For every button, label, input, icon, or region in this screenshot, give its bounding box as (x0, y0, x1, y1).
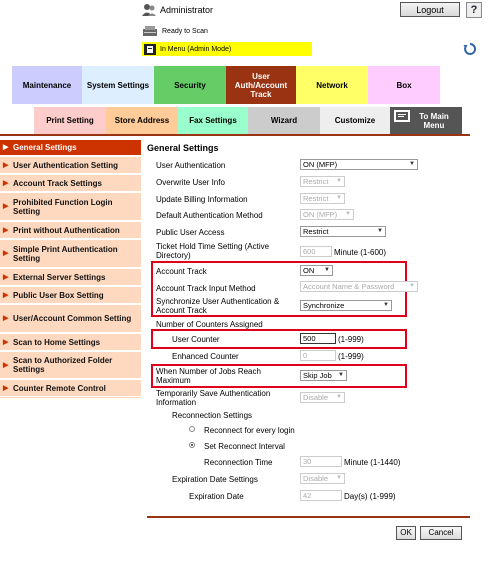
public-user-label: Public User Access (156, 228, 225, 237)
sync-label: Synchronize User Authentication & Account Track (156, 297, 280, 315)
select-value: ON (MFP) (303, 210, 338, 219)
select-value: ON (303, 266, 315, 275)
nav-user-authentication-setting[interactable] (0, 157, 141, 174)
arrow-icon: ▶ (3, 250, 9, 257)
nav-label: General Settings (13, 143, 77, 152)
select-value: Disable (303, 474, 329, 483)
chevron-down-icon: ▼ (377, 228, 383, 234)
user-counter-input[interactable]: 500 (300, 333, 336, 344)
default-auth-label: Default Authentication Method (156, 211, 263, 220)
page-title: General Settings (147, 143, 219, 153)
update-billing-select[interactable] (300, 193, 345, 204)
ticket-hold-input[interactable]: 600 (300, 246, 332, 257)
reconnect-label: Reconnection Settings (172, 411, 253, 420)
public-user-select[interactable] (300, 226, 386, 237)
reconnect-every-label: Reconnect for every login (204, 426, 295, 435)
account-track-label: Account Track (156, 267, 207, 276)
user-counter-unit: (1-999) (338, 335, 364, 344)
refresh-icon[interactable] (463, 42, 477, 56)
logout-button[interactable]: Logout (400, 2, 460, 17)
nav-prohibited-function-login[interactable] (0, 193, 141, 221)
reconnect-time-unit: Minute (1-1440) (344, 458, 401, 467)
expiration-date-unit: Day(s) (1-999) (344, 492, 396, 501)
nav-bottom (0, 397, 141, 398)
arrow-icon: ▶ (3, 384, 9, 392)
chevron-down-icon: ▼ (336, 195, 342, 201)
expiration-date-label: Expiration Date (189, 492, 244, 501)
chevron-down-icon: ▼ (324, 267, 330, 273)
nav-label: Scan to Authorized Folder Settings (13, 356, 113, 374)
nav-label: User Authentication Setting (13, 160, 119, 170)
nav-public-user-box-setting[interactable] (0, 287, 141, 304)
arrow-icon: ▶ (3, 291, 9, 299)
enhanced-counter-label: Enhanced Counter (172, 352, 239, 361)
nav-general-settings[interactable] (0, 140, 141, 156)
nav-label: Print without Authentication (13, 225, 120, 235)
chevron-down-icon: ▼ (336, 394, 342, 400)
nav-label: Counter Remote Control (13, 383, 106, 393)
tab-network[interactable]: Network (296, 66, 368, 104)
nav-external-server-settings[interactable] (0, 269, 141, 286)
enhanced-counter-input[interactable]: 0 (300, 350, 336, 361)
arrow-icon: ▶ (3, 226, 9, 234)
reconnect-every-radio[interactable] (189, 426, 195, 432)
tab-system-settings[interactable]: System Settings (82, 66, 154, 104)
tab-store-address[interactable]: Store Address (106, 107, 178, 134)
arrow-icon: ▶ (3, 179, 9, 187)
user-auth-select[interactable] (300, 159, 418, 170)
nav-scan-to-authorized-folder[interactable] (0, 352, 141, 379)
max-jobs-label: When Number of Jobs Reach Maximum (156, 367, 261, 385)
user-name: Administrator (160, 4, 214, 15)
nav-user-account-common[interactable] (0, 305, 141, 333)
temp-save-label: Temporarily Save Authentication Information (156, 389, 271, 407)
nav-label: Prohibited Function Login Setting (13, 197, 113, 216)
status-text: Ready to Scan (162, 28, 208, 35)
select-value: Skip Job (303, 371, 332, 380)
tab-security[interactable]: Security (154, 66, 226, 104)
account-input-select[interactable] (300, 281, 418, 292)
reconnect-time-input[interactable]: 30 (300, 456, 342, 467)
user-icon (142, 3, 156, 16)
arrow-icon: ▶ (3, 203, 9, 210)
nav-counter-remote-control[interactable] (0, 380, 141, 397)
mode-text: In Menu (Admin Mode) (160, 45, 232, 53)
expiration-date-input[interactable]: 42 (300, 490, 342, 501)
form-divider (147, 516, 470, 518)
user-auth-label: User Authentication (156, 161, 226, 170)
nav-scan-to-home[interactable] (0, 334, 141, 351)
nav-label: Scan to Home Settings (13, 337, 101, 347)
sync-select[interactable] (300, 300, 392, 311)
nav-label: Public User Box Setting (13, 290, 104, 300)
select-value: ON (MFP) (303, 160, 338, 169)
ticket-hold-label: Ticket Hold Time Setting (Active Directory) (156, 242, 270, 260)
select-value: Restrict (303, 227, 329, 236)
arrow-icon: ▶ (3, 273, 9, 281)
arrow-icon: ▶ (3, 361, 9, 369)
tab-customize[interactable]: Customize (320, 107, 390, 134)
tab-print-setting[interactable]: Print Setting (34, 107, 106, 134)
default-auth-select[interactable] (300, 209, 354, 220)
enhanced-counter-unit: (1-999) (338, 352, 364, 361)
tab-to-main-menu[interactable] (390, 107, 462, 134)
nav-simple-print-authentication[interactable] (0, 240, 141, 268)
mode-bar (142, 42, 312, 56)
reconnect-interval-label: Set Reconnect Interval (204, 442, 285, 451)
nav-label: Simple Print Authentication Setting (13, 244, 118, 263)
select-value: Account Name & Password (303, 282, 395, 291)
chevron-down-icon: ▼ (336, 178, 342, 184)
tab-fax-settings[interactable]: Fax Settings (178, 107, 248, 134)
chevron-down-icon: ▼ (345, 211, 351, 217)
nav-account-track-settings[interactable] (0, 175, 141, 192)
chevron-down-icon: ▼ (409, 161, 415, 167)
overwrite-label: Overwrite User Info (156, 178, 225, 187)
tab-user-auth-account-track[interactable]: User Auth/Account Track (226, 66, 296, 104)
reconnect-time-label: Reconnection Time (204, 458, 273, 467)
chevron-down-icon: ▼ (383, 302, 389, 308)
ticket-hold-unit: Minute (1-600) (334, 248, 387, 257)
account-input-label: Account Track Input Method (156, 284, 256, 293)
select-value: Restrict (303, 177, 329, 186)
select-value: Synchronize (303, 301, 345, 310)
max-jobs-select[interactable] (300, 370, 347, 381)
temp-save-select[interactable] (300, 392, 345, 403)
counters-label: Number of Counters Assigned (156, 320, 263, 329)
nav-label: External Server Settings (13, 272, 106, 282)
admin-mode-icon (144, 44, 156, 55)
tab-divider (0, 134, 470, 136)
user-indicator (142, 3, 213, 16)
cancel-button[interactable]: Cancel (420, 526, 462, 540)
status-row (142, 26, 208, 37)
main-menu-icon (394, 110, 410, 122)
arrow-icon: ▶ (3, 161, 9, 169)
tab-box[interactable]: Box (368, 66, 440, 104)
chevron-down-icon: ▼ (336, 475, 342, 481)
chevron-down-icon: ▼ (409, 283, 415, 289)
tab-to-main-menu-label: To Main Menu (419, 111, 449, 130)
nav-label: Account Track Settings (13, 178, 102, 188)
tab-wizard[interactable]: Wizard (248, 107, 320, 134)
update-billing-label: Update Billing Information (156, 195, 248, 204)
select-value: Restrict (303, 194, 329, 203)
expiration-settings-select[interactable] (300, 473, 345, 484)
help-icon[interactable]: ? (466, 2, 482, 18)
select-value: Disable (303, 393, 329, 402)
nav-print-without-authentication[interactable] (0, 222, 141, 239)
tab-maintenance[interactable]: Maintenance (12, 66, 82, 104)
nav-label: User/Account Common Setting (13, 314, 132, 323)
reconnect-interval-radio[interactable] (189, 442, 195, 448)
chevron-down-icon: ▼ (338, 372, 344, 378)
arrow-icon: ▶ (3, 144, 9, 151)
overwrite-select[interactable] (300, 176, 345, 187)
arrow-icon: ▶ (3, 315, 9, 322)
scanner-icon (142, 26, 158, 37)
expiration-settings-label: Expiration Date Settings (172, 475, 258, 484)
account-track-select[interactable] (300, 265, 333, 276)
arrow-icon: ▶ (3, 338, 9, 346)
user-counter-label: User Counter (172, 335, 220, 344)
ok-button[interactable]: OK (396, 526, 416, 540)
